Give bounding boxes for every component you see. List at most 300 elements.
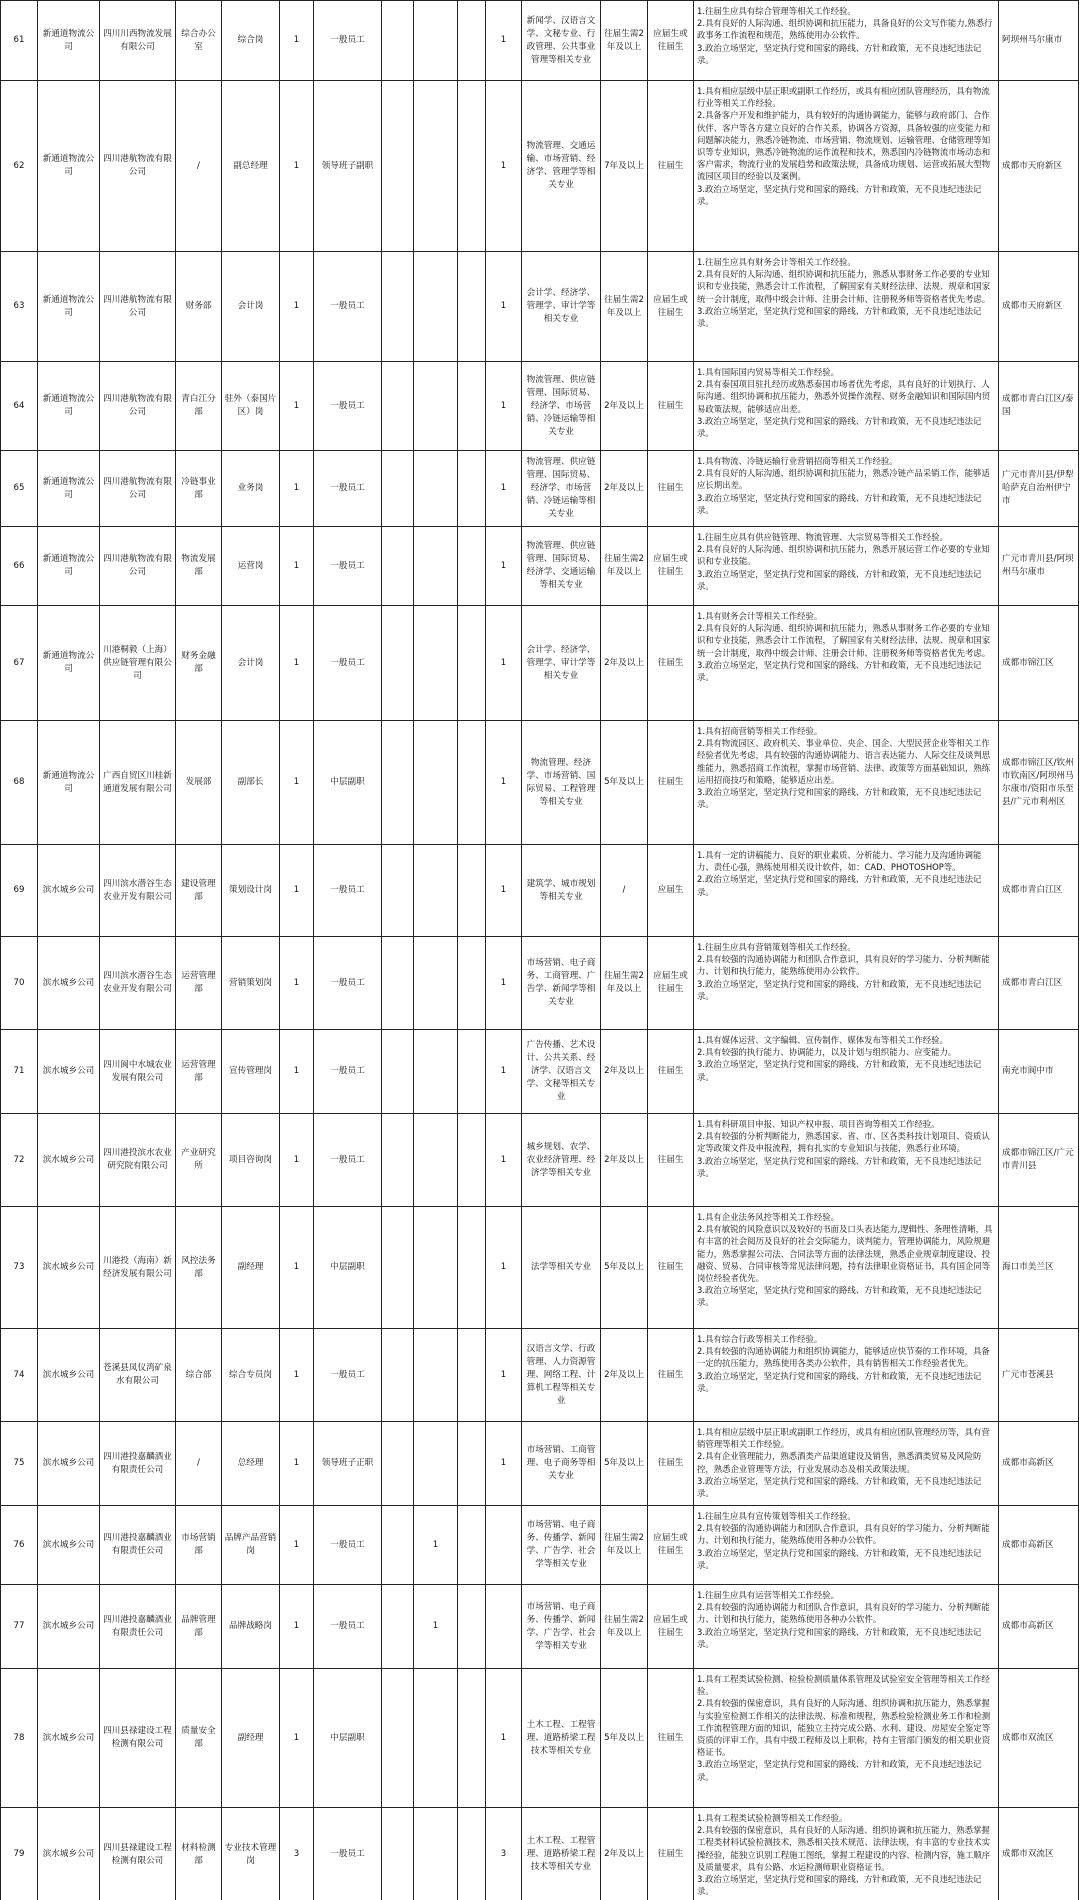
table-row <box>1 1114 1079 1207</box>
spacer-a <box>382 451 414 527</box>
post-level: 领导班子副职 <box>314 81 382 252</box>
candidate-type: 往届生 <box>648 1329 694 1422</box>
post-count: 1 <box>280 1669 314 1808</box>
spacer-b <box>458 1114 486 1207</box>
company-name: 四川港投嘉麟酒业有限责任公司 <box>100 1585 176 1669</box>
major-requirement: 法学等相关专业 <box>522 1207 601 1329</box>
post-level: 一般员工 <box>314 1506 382 1585</box>
experience-requirement: 2年及以上 <box>601 1114 648 1207</box>
major-requirement: 土木工程、工程管理、道路桥梁工程技术等相关专业 <box>522 1669 601 1808</box>
post-count: 1 <box>280 1 314 81</box>
major-requirement: 汉语言文学、行政管理、人力资源管理、网络工程、计算机工程等相关专业 <box>522 1329 601 1422</box>
unit-name: 滨水城乡公司 <box>38 937 100 1030</box>
post-name: 业务岗 <box>222 451 280 527</box>
post-count: 1 <box>280 606 314 721</box>
unit-name: 新通道物流公司 <box>38 527 100 606</box>
unit-name: 滨水城乡公司 <box>38 1030 100 1114</box>
count-b: 1 <box>486 721 522 845</box>
department: 综合办公室 <box>176 1 222 81</box>
spacer-a <box>382 1329 414 1422</box>
row-number: 79 <box>1 1808 38 1900</box>
spacer-b <box>458 252 486 362</box>
spacer-a <box>382 606 414 721</box>
candidate-type: 应届生 <box>648 845 694 937</box>
unit-name: 滨水城乡公司 <box>38 1506 100 1585</box>
post-count: 1 <box>280 1329 314 1422</box>
spacer-a <box>382 81 414 252</box>
post-name: 总经理 <box>222 1422 280 1506</box>
work-location: 广元市青川县/伊犁哈萨克自治州伊宁市 <box>999 451 1079 527</box>
experience-requirement: 2年及以上 <box>601 1808 648 1900</box>
department: 建设管理部 <box>176 845 222 937</box>
experience-requirement: 2年及以上 <box>601 1030 648 1114</box>
post-count: 1 <box>280 1030 314 1114</box>
department: 综合部 <box>176 1329 222 1422</box>
spacer-a <box>382 1207 414 1329</box>
company-name: 广西自贸区川桂新通道发展有限公司 <box>100 721 176 845</box>
count-a <box>414 362 458 451</box>
post-name: 专业技术管理岗 <box>222 1808 280 1900</box>
experience-requirement: 往届生需2年及以上 <box>601 252 648 362</box>
count-b: 1 <box>486 1329 522 1422</box>
count-b <box>486 1585 522 1669</box>
post-level: 一般员工 <box>314 1030 382 1114</box>
work-location: 成都市双流区 <box>999 1669 1079 1808</box>
work-location: 成都市锦江区 <box>999 606 1079 721</box>
company-name: 四川港投嘉麟酒业有限责任公司 <box>100 1506 176 1585</box>
post-count: 1 <box>280 252 314 362</box>
table-row <box>1 606 1079 721</box>
row-number: 68 <box>1 721 38 845</box>
unit-name: 滨水城乡公司 <box>38 1669 100 1808</box>
post-level: 一般员工 <box>314 1808 382 1900</box>
post-level: 领导班子正职 <box>314 1422 382 1506</box>
table-row <box>1 937 1079 1030</box>
count-a <box>414 721 458 845</box>
company-name: 四川港航物流有限公司 <box>100 527 176 606</box>
unit-name: 滨水城乡公司 <box>38 1808 100 1900</box>
count-a <box>414 1669 458 1808</box>
major-requirement: 会计学、经济学、管理学、审计学等相关专业 <box>522 252 601 362</box>
count-a <box>414 1030 458 1114</box>
department: 物流发展部 <box>176 527 222 606</box>
post-count: 1 <box>280 1585 314 1669</box>
row-number: 75 <box>1 1422 38 1506</box>
count-a <box>414 527 458 606</box>
experience-requirement: 5年及以上 <box>601 721 648 845</box>
department: 材料检测部 <box>176 1808 222 1900</box>
row-number: 76 <box>1 1506 38 1585</box>
count-b: 1 <box>486 1030 522 1114</box>
spacer-b <box>458 1207 486 1329</box>
count-b: 1 <box>486 1114 522 1207</box>
experience-requirement: 5年及以上 <box>601 1422 648 1506</box>
count-a <box>414 1329 458 1422</box>
post-name: 副总经理 <box>222 81 280 252</box>
post-count: 1 <box>280 721 314 845</box>
work-location: 广元市青川县/阿坝州马尔康市 <box>999 527 1079 606</box>
count-b: 1 <box>486 362 522 451</box>
experience-requirement: 5年及以上 <box>601 1669 648 1808</box>
experience-requirement: 2年及以上 <box>601 451 648 527</box>
experience-requirement: 往届生需2年及以上 <box>601 1 648 81</box>
row-number: 63 <box>1 252 38 362</box>
spacer-a <box>382 1585 414 1669</box>
post-count: 1 <box>280 1207 314 1329</box>
count-a <box>414 1422 458 1506</box>
spacer-b <box>458 527 486 606</box>
spacer-b <box>458 937 486 1030</box>
row-number: 64 <box>1 362 38 451</box>
work-location: 成都市天府新区 <box>999 81 1079 252</box>
count-a <box>414 81 458 252</box>
job-requirements: 1.往届生应具有财务会计等相关工作经验。 2.具有良好的人际沟通、组织协调和抗压能力，熟悉从事财务工作必要的专业知识和专业技能，熟悉会计工作流程，了解国家有关财经法律、法规、规章和国家统一会计制度，取得中级会计师、注册会计师、注册税务师等资格者优先考虑。 3.政治立场坚定，坚定执行党和国家的路线、方针和政策，无不良违纪违法记录。 <box>694 252 999 362</box>
experience-requirement: 往届生需2年及以上 <box>601 1506 648 1585</box>
job-requirements: 1.具有物流、冷链运输行业营销招商等相关工作经验。 2.具有良好的人际沟通、组织协调和抗压能力，熟悉冷链产品采销工作，能够适应长期出差。 3.政治立场坚定，坚定执行党和国家的路线、方针和政策，无不良违纪违法记录。 <box>694 451 999 527</box>
work-location: 南充市阆中市 <box>999 1030 1079 1114</box>
table-row <box>1 252 1079 362</box>
post-level: 一般员工 <box>314 1 382 81</box>
job-requirements: 1.具有工程类试验检测等相关工作经验。 2.具有较强的保密意识，具有良好的人际沟通、组织协调和抗压能力，熟悉掌握工程类材料试验检测技术，熟悉相关技术规范、法律法规，有丰富的专业技术实操经验，能独立识别工程施工图纸，掌握工程建设的内容、检测内容，施工顺序及质量要求，具有公路、水运检测师职业资格证书。 3.政治立场坚定，坚定执行党和国家的路线、方针和政策，无不良违纪违法记录。 <box>694 1808 999 1900</box>
spacer-b <box>458 606 486 721</box>
spacer-a <box>382 1808 414 1900</box>
post-level: 一般员工 <box>314 252 382 362</box>
company-name: 四川港投滨水农业研究院有限公司 <box>100 1114 176 1207</box>
experience-requirement: 7年及以上 <box>601 81 648 252</box>
spacer-b <box>458 1 486 81</box>
row-number: 70 <box>1 937 38 1030</box>
post-count: 1 <box>280 1114 314 1207</box>
job-requirements: 1.具有综合行政等相关工作经验。 2.具有较强的沟通协调能力和组织协调能力，能够适应快节奏的工作环境，具备一定的抗压能力，熟练使用各类办公软件，具有销售相关工作经验者优先。 3.政治立场坚定，坚定执行党和国家的路线、方针和政策，无不良违纪违法记录。 <box>694 1329 999 1422</box>
count-b: 1 <box>486 527 522 606</box>
row-number: 69 <box>1 845 38 937</box>
job-requirements: 1.具有媒体运营、文字编辑、宣传制作、媒体发布等相关工作经验。 2.具有较强的执行能力、协调能力，以及计划与组织能力、应变能力。 3.政治立场坚定，坚定执行党和国家的路线、方针和政策，无不良违纪违法记录。 <box>694 1030 999 1114</box>
company-name: 四川县禄建设工程检测有限公司 <box>100 1669 176 1808</box>
row-number: 66 <box>1 527 38 606</box>
spacer-b <box>458 1808 486 1900</box>
table-row <box>1 362 1079 451</box>
department: 财务金融部 <box>176 606 222 721</box>
spacer-b <box>458 1506 486 1585</box>
count-a <box>414 606 458 721</box>
job-requirements: 1.具有一定的讲稿能力、良好的职业素质、分析能力、学习能力及沟通协调能力、责任心强，熟练使用相关设计软件，如：CAD、PHOTOSHOP等。 2.政治立场坚定，坚定执行党和国家的路线、方针和政策，无不良违纪违法记录。 <box>694 845 999 937</box>
major-requirement: 物流管理、供应链管理、国际贸易、经济学、市场营销、冷链运输等相关专业 <box>522 451 601 527</box>
candidate-type: 往届生 <box>648 362 694 451</box>
table-row <box>1 1669 1079 1808</box>
post-name: 策划设计岗 <box>222 845 280 937</box>
post-name: 运营岗 <box>222 527 280 606</box>
company-name: 川港桐毅（上海）供应链管理有限公司 <box>100 606 176 721</box>
row-number: 65 <box>1 451 38 527</box>
spacer-b <box>458 1030 486 1114</box>
candidate-type: 应届生或往届生 <box>648 1 694 81</box>
department: 产业研究所 <box>176 1114 222 1207</box>
unit-name: 新通道物流公司 <box>38 606 100 721</box>
experience-requirement: 往届生需2年及以上 <box>601 937 648 1030</box>
experience-requirement: / <box>601 845 648 937</box>
post-level: 一般员工 <box>314 527 382 606</box>
unit-name: 滨水城乡公司 <box>38 1207 100 1329</box>
department: 冷链事业部 <box>176 451 222 527</box>
table-row <box>1 845 1079 937</box>
spacer-b <box>458 845 486 937</box>
post-level: 中层副职 <box>314 721 382 845</box>
work-location: 成都市高新区 <box>999 1585 1079 1669</box>
post-name: 项目咨询岗 <box>222 1114 280 1207</box>
experience-requirement: 往届生需2年及以上 <box>601 527 648 606</box>
unit-name: 新通道物流公司 <box>38 1 100 81</box>
count-b: 1 <box>486 606 522 721</box>
department: / <box>176 1422 222 1506</box>
experience-requirement: 2年及以上 <box>601 606 648 721</box>
department: 青白江分部 <box>176 362 222 451</box>
post-count: 1 <box>280 451 314 527</box>
post-level: 一般员工 <box>314 1585 382 1669</box>
major-requirement: 物流管理、经济学、市场营销、国际贸易、工程管理等相关专业 <box>522 721 601 845</box>
spacer-b <box>458 362 486 451</box>
post-name: 副经理 <box>222 1207 280 1329</box>
major-requirement: 物流管理、供应链管理、国际贸易、经济学、市场营销、冷链运输等相关专业 <box>522 362 601 451</box>
unit-name: 滨水城乡公司 <box>38 1422 100 1506</box>
candidate-type: 应届生或往届生 <box>648 1585 694 1669</box>
company-name: 四川县禄建设工程检测有限公司 <box>100 1808 176 1900</box>
post-level: 一般员工 <box>314 937 382 1030</box>
post-count: 1 <box>280 81 314 252</box>
unit-name: 新通道物流公司 <box>38 451 100 527</box>
major-requirement: 市场营销、电子商务、传播学、新闻学、广告学、社会学等相关专业 <box>522 1585 601 1669</box>
job-requirements: 1.具有工程类试验检测、检验检测质量体系管理及试验室安全管理等相关工作经验。 2.具有较强的保密意识，具有良好的人际沟通、组织协调和抗压能力，熟悉掌握与实验室检测工作相关的法律法规、标准和规程，熟悉检验检测业务工作和检测工作流程管理方面的知识，能独立主持完成公路、水利、建设、房屋安全鉴定等资质的评审工作，具有中级工程师及以上职称，持有主管部门颁发的相关职业资格证书。 3.政治立场坚定，坚定执行党和国家的路线、方针和政策，无不良违纪违法记录。 <box>694 1669 999 1808</box>
spacer-a <box>382 362 414 451</box>
department: 财务部 <box>176 252 222 362</box>
spacer-b <box>458 721 486 845</box>
company-name: 四川阆中水城农业发展有限公司 <box>100 1030 176 1114</box>
major-requirement: 市场营销、电子商务、传播学、新闻学、广告学、社会学等相关专业 <box>522 1506 601 1585</box>
spacer-a <box>382 252 414 362</box>
department: 运营管理部 <box>176 937 222 1030</box>
post-count: 1 <box>280 1422 314 1506</box>
experience-requirement: 2年及以上 <box>601 362 648 451</box>
candidate-type: 应届生或往届生 <box>648 252 694 362</box>
job-requirements: 1.具有相应层级中层正职或副职工作经历，或具有相应团队管理经历等，具有营销管理等相关工作经验。 2.具有企业管理能力，熟悉酒类产品渠道建设及销售，熟悉酒类贸易及风险防控，熟悉企业管理等方法，行业发展动态及相关政策法规。 3.政治立场坚定，坚定执行党和国家的路线、方针和政策，无不良违纪违法记录。 <box>694 1422 999 1506</box>
spacer-a <box>382 1506 414 1585</box>
work-location: 成都市锦江区/钦州市钦南区/阿坝州马尔康市/资阳市乐至县/广元市利州区 <box>999 721 1079 845</box>
spacer-a <box>382 1669 414 1808</box>
company-name: 四川川西物流发展有限公司 <box>100 1 176 81</box>
major-requirement: 市场营销、电子商务、工商管理、广告学、新闻学等相关专业 <box>522 937 601 1030</box>
work-location: 成都市青白江区 <box>999 937 1079 1030</box>
table-row <box>1 1207 1079 1329</box>
company-name: 四川港航物流有限公司 <box>100 252 176 362</box>
post-count: 1 <box>280 937 314 1030</box>
department: 发展部 <box>176 721 222 845</box>
company-name: 四川滨水潜谷生态农业开发有限公司 <box>100 845 176 937</box>
post-count: 1 <box>280 362 314 451</box>
table-row <box>1 451 1079 527</box>
department: 品牌管理部 <box>176 1585 222 1669</box>
row-number: 61 <box>1 1 38 81</box>
post-level: 中层副职 <box>314 1669 382 1808</box>
spacer-a <box>382 845 414 937</box>
row-number: 78 <box>1 1669 38 1808</box>
spacer-a <box>382 527 414 606</box>
post-count: 1 <box>280 527 314 606</box>
work-location: 成都市天府新区 <box>999 252 1079 362</box>
candidate-type: 应届生或往届生 <box>648 527 694 606</box>
row-number: 67 <box>1 606 38 721</box>
unit-name: 滨水城乡公司 <box>38 845 100 937</box>
row-number: 73 <box>1 1207 38 1329</box>
work-location: 成都市高新区 <box>999 1422 1079 1506</box>
table-row <box>1 1030 1079 1114</box>
candidate-type: 往届生 <box>648 1808 694 1900</box>
post-level: 一般员工 <box>314 845 382 937</box>
major-requirement: 广告传播、艺术设计、公共关系、经济学、汉语言文学、文秘等相关专业 <box>522 1030 601 1114</box>
major-requirement: 土木工程、工程管理、道路桥梁工程技术等相关专业 <box>522 1808 601 1900</box>
spacer-a <box>382 721 414 845</box>
work-location: 成都市锦江区/广元市青川县 <box>999 1114 1079 1207</box>
major-requirement: 市场营销、工商管理、电子商务等相关专业 <box>522 1422 601 1506</box>
table-body <box>1 1 1079 1900</box>
post-name: 会计岗 <box>222 606 280 721</box>
count-a <box>414 252 458 362</box>
experience-requirement: 2年及以上 <box>601 1329 648 1422</box>
company-name: 四川港投嘉麟酒业有限责任公司 <box>100 1422 176 1506</box>
work-location: 海口市美兰区 <box>999 1207 1079 1329</box>
company-name: 四川港航物流有限公司 <box>100 451 176 527</box>
company-name: 四川港航物流有限公司 <box>100 362 176 451</box>
post-level: 中层副职 <box>314 1207 382 1329</box>
count-b: 1 <box>486 1669 522 1808</box>
post-level: 一般员工 <box>314 1114 382 1207</box>
unit-name: 新通道物流公司 <box>38 362 100 451</box>
row-number: 72 <box>1 1114 38 1207</box>
count-b: 1 <box>486 937 522 1030</box>
work-location: 成都市青白江区 <box>999 845 1079 937</box>
unit-name: 滨水城乡公司 <box>38 1585 100 1669</box>
candidate-type: 往届生 <box>648 1422 694 1506</box>
table-row <box>1 1506 1079 1585</box>
post-count: 1 <box>280 845 314 937</box>
work-location: 成都市高新区 <box>999 1506 1079 1585</box>
job-requirements: 1.具有科研项目申报、知识产权申报、项目咨询等相关工作经验。 2.具有较强的分析判断能力，熟悉国家、省、市、区各类科技计划项目、资质认定等政策文件及申报流程，拥有扎实的专业知识与技能，熟悉行业环境。 3.政治立场坚定，坚定执行党和国家的路线、方针和政策，无不良违纪违法记录。 <box>694 1114 999 1207</box>
count-b: 1 <box>486 845 522 937</box>
work-location: 成都市双流区 <box>999 1808 1079 1900</box>
job-requirements: 1.具有相应层级中层正职或副职工作经历，或具有相应团队管理经历，具有物流行业等相关工作经验。 2.具备客户开发和维护能力，具有较好的沟通协调能力，能够与政府部门、合作伙伴、客户等各方建立良好的合作关系，协调各方资源，具备较强的应变能力和问题解决能力，熟悉冷链物流、市场营销、物流规划、运输管理、仓储管理等知识等专业知识，熟悉冷链物流的运作流程和技术，熟悉国内冷链物流市场动态和客户需求，物流行业的发展趋势和政策法规，具备成功规划、运营或拓展大型物流园区项目的经验以及案例。 3.政治立场坚定，坚定执行党和国家的路线、方针和政策，无不良违纪违法记录。 <box>694 81 999 252</box>
row-number: 77 <box>1 1585 38 1669</box>
candidate-type: 往届生 <box>648 81 694 252</box>
candidate-type: 往届生 <box>648 1207 694 1329</box>
company-name: 川港投（海南）新经济发展有限公司 <box>100 1207 176 1329</box>
unit-name: 新通道物流公司 <box>38 252 100 362</box>
table-row <box>1 1329 1079 1422</box>
work-location: 广元市苍溪县 <box>999 1329 1079 1422</box>
post-name: 品牌战略岗 <box>222 1585 280 1669</box>
count-b: 1 <box>486 252 522 362</box>
company-name: 苍溪县凤仪湾矿泉水有限公司 <box>100 1329 176 1422</box>
post-name: 驻外（泰国片区）岗 <box>222 362 280 451</box>
table-row <box>1 527 1079 606</box>
job-requirements: 1.具有财务会计等相关工作经验。 2.具有良好的人际沟通、组织协调和抗压能力，熟悉从事财务工作必要的专业知识和专业技能，熟悉会计工作流程，了解国家有关财经法律、法规、规章和国家统一会计制度，取得中级会计师、注册会计师、注册税务师等资格者优先考虑。 3.政治立场坚定，坚定执行党和国家的路线、方针和政策，无不良违纪违法记录。 <box>694 606 999 721</box>
post-level: 一般员工 <box>314 362 382 451</box>
spacer-b <box>458 1329 486 1422</box>
department: 风控法务部 <box>176 1207 222 1329</box>
count-b <box>486 1506 522 1585</box>
spacer-a <box>382 1422 414 1506</box>
post-level: 一般员工 <box>314 451 382 527</box>
job-requirements: 1.往届生应具有宣传策划等相关工作经验。 2.具有较强的沟通协调能力和团队合作意识，具有良好的学习能力、分析判断能力、计划和执行能力，能熟练使用各种办公软件。 3.政治立场坚定，坚定执行党和国家的路线、方针和政策，无不良违纪违法记录。 <box>694 1506 999 1585</box>
candidate-type: 往届生 <box>648 451 694 527</box>
post-name: 会计岗 <box>222 252 280 362</box>
spacer-b <box>458 451 486 527</box>
job-requirements: 1.往届生应具有供应链管理、物流管理、大宗贸易等相关工作经验。 2.具有良好的人际沟通、组织协调和抗压能力，熟悉开展运营工作必要的专业知识和专业技能。 3.政治立场坚定，坚定执行党和国家的路线、方针和政策，无不良违纪违法记录。 <box>694 527 999 606</box>
table-row <box>1 721 1079 845</box>
table-row <box>1 81 1079 252</box>
unit-name: 新通道物流公司 <box>38 721 100 845</box>
count-b: 3 <box>486 1808 522 1900</box>
work-location: 成都市青白江区/泰国 <box>999 362 1079 451</box>
table-row <box>1 1 1079 81</box>
count-a: 1 <box>414 1585 458 1669</box>
table-row <box>1 1808 1079 1900</box>
post-count: 1 <box>280 1506 314 1585</box>
unit-name: 滨水城乡公司 <box>38 1329 100 1422</box>
major-requirement: 新闻学、汉语言文学、文秘专业、行政管理、公共事业管理等相关专业 <box>522 1 601 81</box>
major-requirement: 城乡规划、农学、农业经济管理、经济学等相关专业 <box>522 1114 601 1207</box>
candidate-type: 往届生 <box>648 721 694 845</box>
count-b: 1 <box>486 451 522 527</box>
row-number: 71 <box>1 1030 38 1114</box>
department: 质量安全部 <box>176 1669 222 1808</box>
candidate-type: 往届生 <box>648 606 694 721</box>
count-a <box>414 845 458 937</box>
major-requirement: 物流管理、供应链管理、国际贸易、经济学、交通运输等相关专业 <box>522 527 601 606</box>
job-requirements: 1.具有国际国内贸易等相关工作经验。 2.具有泰国项目驻扎经历或熟悉泰国市场者优先考虑，具有良好的计划执行、人际沟通、组织协调和抗压能力，熟悉外贸操作流程、财务金融知识和国际国内贸易政策法规，能够适应出差。 3.政治立场坚定，坚定执行党和国家的路线、方针和政策，无不良违纪违法记录。 <box>694 362 999 451</box>
job-requirements: 1.具有企业法务风控等相关工作经验。 2.具有敏锐的风险意识以及较好的书面及口头表达能力,逻辑性、条理性清晰，具有丰富的社会阅历及良好的社会交际能力，谈判能力，管理协调能力，风险规避能力，熟悉掌握公司法、合同法等方面的法律法规，熟悉企业规章制度建设、投融资、贸易、合同审核等常见法律问题，持有法律职业资格证书，具有国企同等岗位经验者优先。 3.政治立场坚定，坚定执行党和国家的路线、方针和政策，无不良违纪违法记录。 <box>694 1207 999 1329</box>
spacer-a <box>382 1030 414 1114</box>
company-name: 四川港航物流有限公司 <box>100 81 176 252</box>
candidate-type: 应届生或往届生 <box>648 1506 694 1585</box>
count-a <box>414 451 458 527</box>
job-requirements: 1.往届生应具有营销策划等相关工作经验。 2.具有较强的沟通协调能力和团队合作意识，具有良好的学习能力、分析判断能力、计划和执行能力，能熟练使用办公软件。 3.政治立场坚定，坚定执行党和国家的路线、方针和政策，无不良违纪违法记录。 <box>694 937 999 1030</box>
major-requirement: 物流管理、交通运输、市场营销、经济学、管理学等相关专业 <box>522 81 601 252</box>
experience-requirement: 往届生需2年及以上 <box>601 1585 648 1669</box>
count-a: 1 <box>414 1506 458 1585</box>
table-row <box>1 1585 1079 1669</box>
spacer-b <box>458 1669 486 1808</box>
count-b: 1 <box>486 81 522 252</box>
post-level: 一般员工 <box>314 606 382 721</box>
post-name: 品牌产品营销岗 <box>222 1506 280 1585</box>
job-requirements: 1.具有招商营销等相关工作经验。 2.具有物流园区、政府机关、事业单位、央企、国企、大型民营企业等相关工作经验者优先考虑，具有较强的沟通协调能力、语言表达能力、人际交往及谈判思维能力，熟悉招商工作流程，掌握市场营销、法律、政策等方面基础知识，熟练运用招商技巧和策略，能够适应出差。 3.政治立场坚定，坚定执行党和国家的路线、方针和政策，无不良违纪违法记录。 <box>694 721 999 845</box>
count-b: 1 <box>486 1422 522 1506</box>
candidate-type: 往届生 <box>648 1114 694 1207</box>
department: 市场营销部 <box>176 1506 222 1585</box>
post-name: 副部长 <box>222 721 280 845</box>
major-requirement: 会计学、经济学、管理学、审计学等相关专业 <box>522 606 601 721</box>
unit-name: 滨水城乡公司 <box>38 1114 100 1207</box>
count-a <box>414 937 458 1030</box>
spacer-a <box>382 1 414 81</box>
experience-requirement: 5年及以上 <box>601 1207 648 1329</box>
post-count: 3 <box>280 1808 314 1900</box>
post-level: 一般员工 <box>314 1329 382 1422</box>
count-a <box>414 1808 458 1900</box>
work-location: 阿坝州马尔康市 <box>999 1 1079 81</box>
post-name: 宣传管理岗 <box>222 1030 280 1114</box>
candidate-type: 往届生 <box>648 1669 694 1808</box>
job-requirements: 1.往届生应具有综合管理等相关工作经验。 2.具有良好的人际沟通、组织协调和抗压能力，具备良好的公文写作能力,熟悉行政事务工作流程和规范，熟练使用办公软件。 3.政治立场坚定，坚定执行党和国家的路线、方针和政策，无不良违纪违法记录。 <box>694 1 999 81</box>
count-a <box>414 1 458 81</box>
